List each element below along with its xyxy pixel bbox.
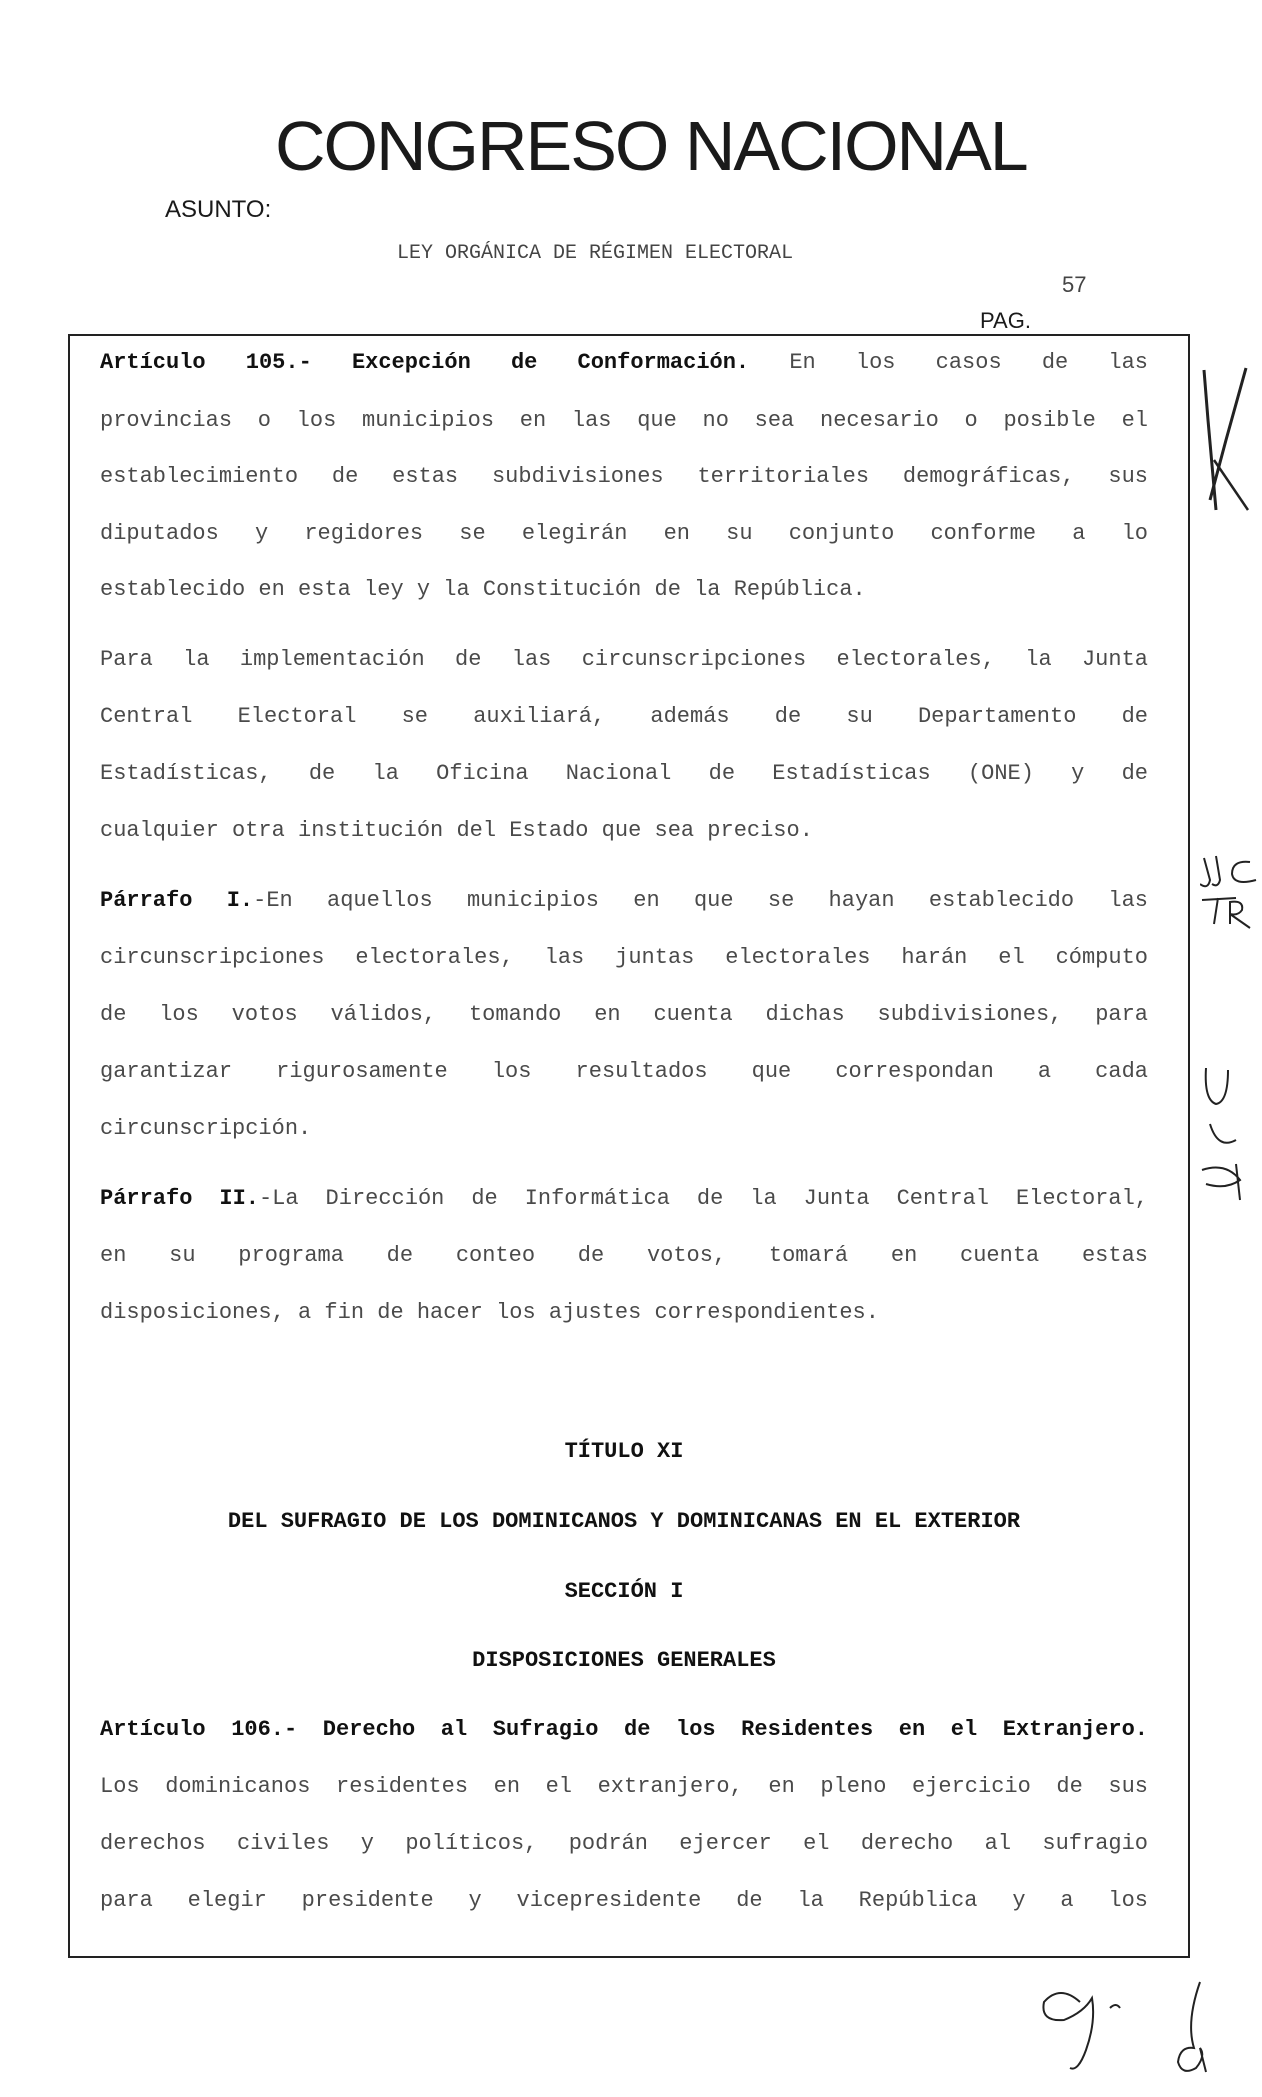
art105-heading: Artículo 105.- Excepción de Conformación.: [100, 350, 750, 375]
page-title: CONGRESO NACIONAL: [275, 107, 1027, 185]
parrafo1-line: circunscripción.: [100, 1116, 312, 1141]
art106-heading: Artículo 106.- Derecho al Sufragio de los Residentes en el Extranjero.: [100, 1717, 1148, 1742]
art105-line: establecimiento de estas subdivisiones territoriales demográficas, sus: [100, 464, 1148, 489]
handwritten-initials-jjc: [1200, 850, 1260, 940]
parrafo1-line: garantizar rigurosamente los resultados que correspondan a cada: [100, 1059, 1148, 1084]
page-label: PAG.: [980, 308, 1031, 333]
parrafo1-label: Párrafo I.: [100, 888, 254, 913]
art105-line: provincias o los municipios en las que no sea necesario o posible el: [100, 408, 1148, 433]
title-heading: TÍTULO XI: [564, 1439, 684, 1464]
handwritten-initial-x: [1196, 360, 1256, 520]
document-subject: LEY ORGÁNICA DE RÉGIMEN ELECTORAL: [397, 242, 794, 265]
art105-line: diputados y regidores se elegirán en su conjunto conforme a lo: [100, 521, 1148, 546]
art106-line: derechos civiles y políticos, podrán ejercer el derecho al sufragio: [100, 1831, 1148, 1856]
art105-line: establecido en esta ley y la Constitución de la República.: [100, 577, 866, 602]
page-number: 57: [1062, 272, 1087, 297]
parrafo2-label: Párrafo II.: [100, 1186, 259, 1211]
parrafo1-line: de los votos válidos, tomando en cuenta dichas subdivisiones, para: [100, 1002, 1148, 1027]
section-heading: SECCIÓN I: [564, 1579, 684, 1604]
art106-heading-line: [100, 1715, 1148, 1745]
impl-line: Para la implementación de las circunscripciones electorales, la Junta: [100, 647, 1148, 672]
parrafo2-line: Párrafo II.-La Dirección de Informática de la Junta Central Electoral,: [100, 1186, 1148, 1211]
art105-line: Artículo 105.- Excepción de Conformación. En los casos de las: [100, 350, 1149, 375]
parrafo1-line: Párrafo I.-En aquellos municipios en que se hayan establecido las: [100, 888, 1148, 913]
handwritten-signature-bottom: [1030, 1972, 1230, 2082]
art106-line: para elegir presidente y vicepresidente de la República y a los: [100, 1888, 1148, 1913]
parrafo1-line: circunscripciones electorales, las juntas electorales harán el cómputo: [100, 945, 1148, 970]
asunto-label: ASUNTO:: [165, 196, 272, 223]
impl-line: Central Electoral se auxiliará, además de su Departamento de: [100, 704, 1148, 729]
parrafo2-line: en su programa de conteo de votos, tomará en cuenta estas: [100, 1243, 1148, 1268]
impl-line: Estadísticas, de la Oficina Nacional de Estadísticas (ONE) y de: [100, 761, 1148, 786]
section-title: DISPOSICIONES GENERALES: [472, 1648, 776, 1673]
handwritten-initials-side: [1196, 1060, 1252, 1210]
art106-line: Los dominicanos residentes en el extranjero, en pleno ejercicio de sus: [100, 1774, 1148, 1799]
impl-line: cualquier otra institución del Estado que sea preciso.: [100, 818, 813, 843]
title-subtitle: DEL SUFRAGIO DE LOS DOMINICANOS Y DOMINICANAS EN EL EXTERIOR: [227, 1509, 1021, 1534]
parrafo2-line: disposiciones, a fin de hacer los ajustes correspondientes.: [100, 1300, 879, 1325]
